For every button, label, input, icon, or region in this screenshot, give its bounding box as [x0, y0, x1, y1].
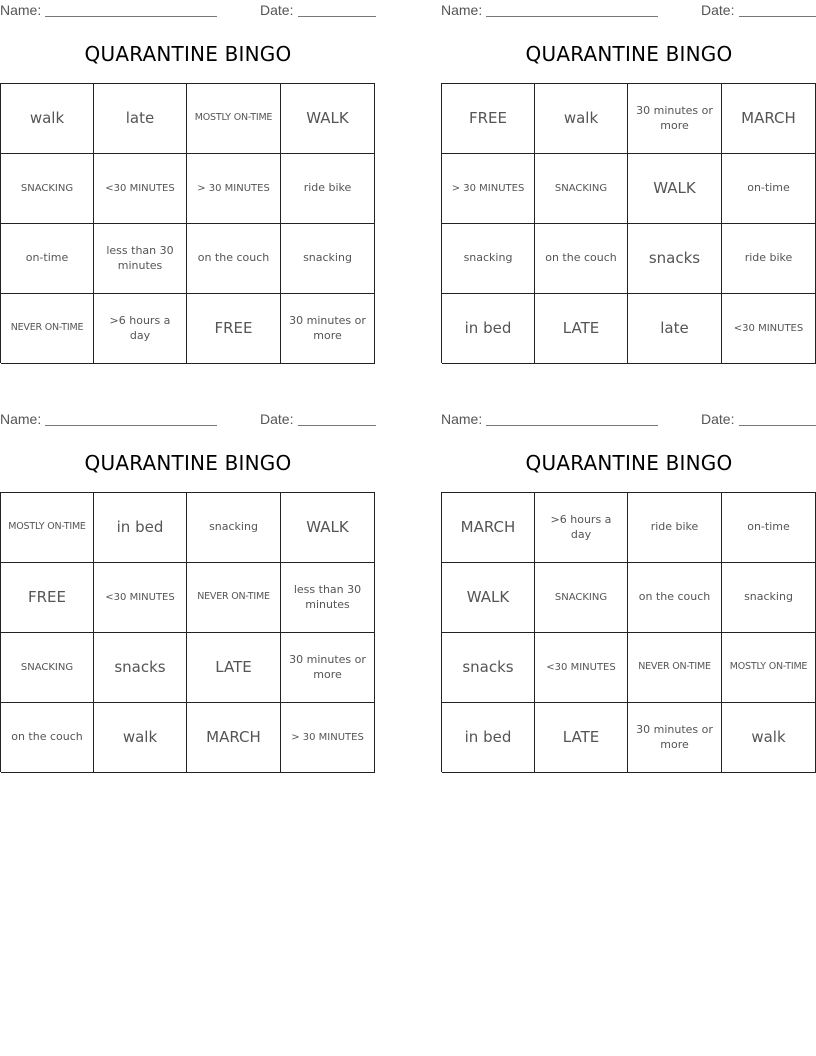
- bingo-cell: MOSTLY ON-TIME: [722, 633, 816, 703]
- bingo-cell: snacks: [442, 633, 535, 703]
- bingo-cell: WALK: [442, 563, 535, 633]
- bingo-cell: <30 MINUTES: [722, 294, 816, 364]
- bingo-cell: on the couch: [1, 703, 94, 773]
- bingo-cell: <30 MINUTES: [535, 633, 628, 703]
- bingo-cell: on the couch: [187, 224, 281, 294]
- bingo-cell: FREE: [442, 84, 535, 154]
- name-blank-line: [45, 425, 217, 426]
- bingo-cell: 30 minutes or more: [281, 633, 375, 703]
- bingo-grid: [441, 492, 816, 772]
- name-date-row: [441, 2, 816, 20]
- bingo-cell: MARCH: [722, 84, 816, 154]
- bingo-card: [0, 409, 376, 789]
- bingo-cell: MOSTLY ON-TIME: [1, 493, 94, 563]
- bingo-card: [0, 0, 376, 380]
- bingo-card: [441, 0, 816, 380]
- bingo-cell: SNACKING: [535, 563, 628, 633]
- bingo-cell: 30 minutes or more: [628, 703, 722, 773]
- bingo-cell: MOSTLY ON-TIME: [187, 84, 281, 154]
- bingo-cell: WALK: [281, 493, 375, 563]
- bingo-cell: on-time: [722, 154, 816, 224]
- name-date-row: [0, 2, 376, 20]
- card-title: QUARANTINE BINGO: [525, 42, 733, 66]
- bingo-cell: LATE: [535, 294, 628, 364]
- bingo-cell: <30 MINUTES: [94, 154, 187, 224]
- bingo-cell: late: [628, 294, 722, 364]
- bingo-cell: on the couch: [535, 224, 628, 294]
- date-label: Date:: [701, 2, 735, 18]
- name-label: Name:: [0, 2, 42, 18]
- bingo-cell: snacking: [442, 224, 535, 294]
- bingo-cell: ride bike: [281, 154, 375, 224]
- date-label: Date:: [260, 411, 294, 427]
- bingo-cell: NEVER ON-TIME: [628, 633, 722, 703]
- bingo-cell: NEVER ON-TIME: [1, 294, 94, 364]
- bingo-cell: > 30 MINUTES: [442, 154, 535, 224]
- bingo-cell: in bed: [442, 294, 535, 364]
- bingo-cell: on-time: [722, 493, 816, 563]
- bingo-cell: less than 30 minutes: [281, 563, 375, 633]
- name-label: Name:: [441, 2, 483, 18]
- date-blank-line: [298, 425, 376, 426]
- bingo-cell: walk: [722, 703, 816, 773]
- bingo-cell: NEVER ON-TIME: [187, 563, 281, 633]
- bingo-cell: MARCH: [442, 493, 535, 563]
- bingo-cell: less than 30 minutes: [94, 224, 187, 294]
- name-date-row: [441, 411, 816, 429]
- date-label: Date:: [701, 411, 735, 427]
- bingo-cell: > 30 MINUTES: [281, 703, 375, 773]
- bingo-cell: SNACKING: [1, 154, 94, 224]
- bingo-cell: snacking: [187, 493, 281, 563]
- name-blank-line: [45, 16, 217, 17]
- bingo-cell: 30 minutes or more: [281, 294, 375, 364]
- bingo-cell: LATE: [187, 633, 281, 703]
- bingo-cell: snacking: [722, 563, 816, 633]
- bingo-cell: 30 minutes or more: [628, 84, 722, 154]
- bingo-cell: walk: [535, 84, 628, 154]
- name-blank-line: [486, 16, 658, 17]
- bingo-cell: snacking: [281, 224, 375, 294]
- date-blank-line: [739, 425, 816, 426]
- name-blank-line: [486, 425, 658, 426]
- bingo-cell: WALK: [281, 84, 375, 154]
- bingo-cell: LATE: [535, 703, 628, 773]
- card-title: QUARANTINE BINGO: [84, 451, 292, 475]
- bingo-cell: > 30 MINUTES: [187, 154, 281, 224]
- name-label: Name:: [0, 411, 42, 427]
- date-label: Date:: [260, 2, 294, 18]
- bingo-cell: SNACKING: [535, 154, 628, 224]
- bingo-cell: >6 hours a day: [94, 294, 187, 364]
- bingo-cell: on the couch: [628, 563, 722, 633]
- bingo-cell: MARCH: [187, 703, 281, 773]
- bingo-grid: [0, 492, 375, 772]
- date-blank-line: [298, 16, 376, 17]
- bingo-card: [441, 409, 816, 789]
- bingo-cell: >6 hours a day: [535, 493, 628, 563]
- bingo-cell: ride bike: [722, 224, 816, 294]
- card-title: QUARANTINE BINGO: [525, 451, 733, 475]
- bingo-cell: in bed: [94, 493, 187, 563]
- bingo-cell: ride bike: [628, 493, 722, 563]
- bingo-cell: <30 MINUTES: [94, 563, 187, 633]
- bingo-cell: FREE: [187, 294, 281, 364]
- bingo-cell: on-time: [1, 224, 94, 294]
- bingo-cell: late: [94, 84, 187, 154]
- bingo-cell: walk: [94, 703, 187, 773]
- bingo-grid: [0, 83, 375, 363]
- bingo-cell: walk: [1, 84, 94, 154]
- bingo-grid: [441, 83, 816, 363]
- bingo-cell: in bed: [442, 703, 535, 773]
- name-label: Name:: [441, 411, 483, 427]
- bingo-cell: SNACKING: [1, 633, 94, 703]
- bingo-cell: snacks: [94, 633, 187, 703]
- bingo-cell: FREE: [1, 563, 94, 633]
- date-blank-line: [739, 16, 816, 17]
- bingo-cell: WALK: [628, 154, 722, 224]
- name-date-row: [0, 411, 376, 429]
- card-title: QUARANTINE BINGO: [84, 42, 292, 66]
- bingo-cell: snacks: [628, 224, 722, 294]
